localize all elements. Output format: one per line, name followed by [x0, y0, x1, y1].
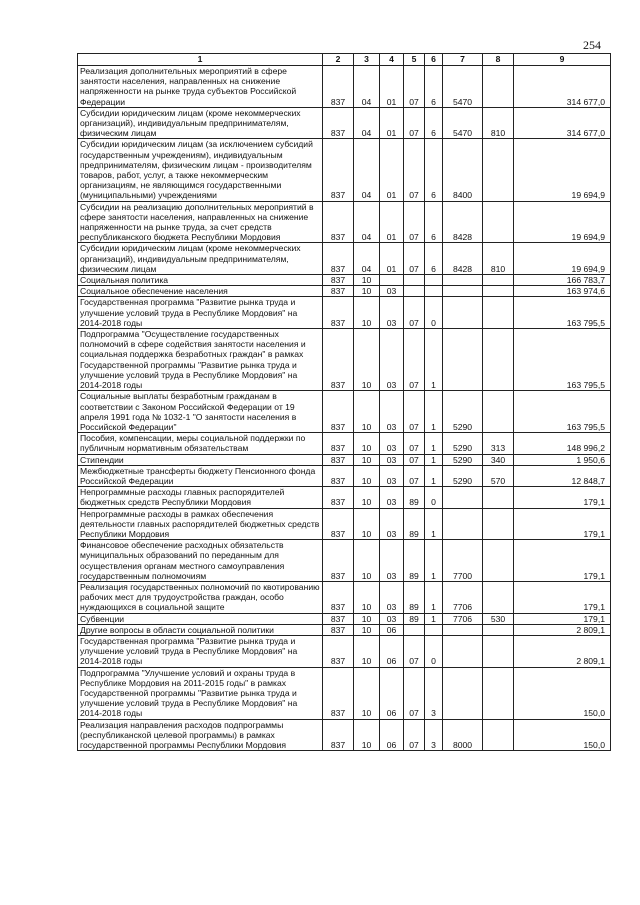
expense-type-cell — [483, 635, 514, 667]
section-code-cell: 10 — [354, 433, 380, 454]
header-cell: 1 — [78, 54, 323, 66]
admin-code-cell: 837 — [323, 243, 354, 275]
subprogram-code-cell: 6 — [425, 139, 443, 201]
section-code-cell: 10 — [354, 329, 380, 391]
program-code-cell: 07 — [404, 139, 425, 201]
direction-code-cell: 7706 — [443, 613, 483, 624]
admin-code-cell: 837 — [323, 107, 354, 139]
subprogram-code-cell: 1 — [425, 391, 443, 433]
expense-type-cell — [483, 508, 514, 540]
direction-code-cell: 5470 — [443, 107, 483, 139]
header-cell: 5 — [404, 54, 425, 66]
table-row — [78, 275, 611, 286]
table-row — [78, 286, 611, 297]
budget-table — [77, 53, 611, 751]
amount-cell: 179,1 — [514, 613, 611, 624]
section-code-cell: 10 — [354, 635, 380, 667]
subprogram-code-cell: 0 — [425, 297, 443, 329]
row-name-cell: Финансовое обеспечение расходных обязательств муниципальных образований по переданным для осуществления органам местного самоуправления государственным полномочиям — [78, 540, 323, 582]
admin-code-cell: 837 — [323, 613, 354, 624]
subsection-code-cell: 03 — [380, 297, 404, 329]
expense-type-cell — [483, 540, 514, 582]
subprogram-code-cell: 6 — [425, 201, 443, 243]
program-code-cell: 89 — [404, 508, 425, 540]
table-row — [78, 508, 611, 540]
expense-type-cell: 570 — [483, 465, 514, 486]
expense-type-cell: 530 — [483, 613, 514, 624]
subsection-code-cell: 03 — [380, 286, 404, 297]
admin-code-cell: 837 — [323, 286, 354, 297]
subsection-code-cell: 03 — [380, 465, 404, 486]
direction-code-cell — [443, 624, 483, 635]
expense-type-cell: 810 — [483, 243, 514, 275]
header-cell: 8 — [483, 54, 514, 66]
admin-code-cell: 837 — [323, 487, 354, 508]
row-name-cell: Другие вопросы в области социальной политики — [78, 624, 323, 635]
admin-code-cell: 837 — [323, 329, 354, 391]
table-row — [78, 454, 611, 465]
expense-type-cell — [483, 667, 514, 719]
section-code-cell: 10 — [354, 540, 380, 582]
subsection-code-cell: 06 — [380, 719, 404, 751]
admin-code-cell: 837 — [323, 635, 354, 667]
direction-code-cell: 5290 — [443, 391, 483, 433]
row-name-cell: Реализация государственных полномочий по квотированию рабочих мест для трудоустройства граждан, особо нуждающихся в социальной защите — [78, 581, 323, 613]
row-name-cell: Субсидии юридическим лицам (за исключением субсидий государственным учреждениям), индивидуальным предпринимателям, физическим лицам - производителям товаров, работ, услуг, а также некоммерческим организациям, не являющимся государственными (муниципальными) учреждениями — [78, 139, 323, 201]
amount-cell: 179,1 — [514, 540, 611, 582]
table-row — [78, 540, 611, 582]
amount-cell: 179,1 — [514, 508, 611, 540]
program-code-cell: 07 — [404, 329, 425, 391]
amount-cell: 179,1 — [514, 581, 611, 613]
row-name-cell: Субсидии на реализацию дополнительных мероприятий в сфере занятости населения, направленных на снижение напряженности на рынке труда, за счет средств республиканского бюджета Республики Мордовия — [78, 201, 323, 243]
subprogram-code-cell: 1 — [425, 540, 443, 582]
amount-cell: 163 795,5 — [514, 297, 611, 329]
subprogram-code-cell — [425, 624, 443, 635]
direction-code-cell — [443, 635, 483, 667]
amount-cell: 163 795,5 — [514, 329, 611, 391]
program-code-cell — [404, 275, 425, 286]
row-name-cell: Непрограммные расходы главных распорядителей бюджетных средств Республики Мордовия — [78, 487, 323, 508]
direction-code-cell: 8428 — [443, 243, 483, 275]
header-cell: 9 — [514, 54, 611, 66]
amount-cell: 150,0 — [514, 667, 611, 719]
subprogram-code-cell: 6 — [425, 66, 443, 108]
subsection-code-cell: 03 — [380, 581, 404, 613]
program-code-cell: 07 — [404, 107, 425, 139]
admin-code-cell: 837 — [323, 391, 354, 433]
subprogram-code-cell: 3 — [425, 719, 443, 751]
subprogram-code-cell: 0 — [425, 635, 443, 667]
row-name-cell: Социальное обеспечение населения — [78, 286, 323, 297]
subsection-code-cell: 01 — [380, 139, 404, 201]
amount-cell: 179,1 — [514, 487, 611, 508]
admin-code-cell: 837 — [323, 297, 354, 329]
direction-code-cell: 5290 — [443, 433, 483, 454]
table-header-row — [78, 54, 611, 66]
direction-code-cell: 5290 — [443, 465, 483, 486]
section-code-cell: 10 — [354, 508, 380, 540]
amount-cell: 19 694,9 — [514, 139, 611, 201]
expense-type-cell — [483, 624, 514, 635]
section-code-cell: 04 — [354, 107, 380, 139]
expense-type-cell — [483, 297, 514, 329]
admin-code-cell: 837 — [323, 581, 354, 613]
header-cell: 7 — [443, 54, 483, 66]
subprogram-code-cell: 1 — [425, 508, 443, 540]
direction-code-cell — [443, 508, 483, 540]
amount-cell: 12 848,7 — [514, 465, 611, 486]
section-code-cell: 10 — [354, 465, 380, 486]
table-row — [78, 613, 611, 624]
subsection-code-cell: 03 — [380, 508, 404, 540]
row-name-cell: Государственная программа "Развитие рынка труда и улучшение условий труда в Республике Мордовия" на 2014-2018 годы — [78, 635, 323, 667]
program-code-cell: 07 — [404, 433, 425, 454]
table-row — [78, 667, 611, 719]
subsection-code-cell: 03 — [380, 391, 404, 433]
table-row — [78, 624, 611, 635]
row-name-cell: Подпрограмма "Улучшение условий и охраны труда в Республике Мордовия на 2011-2015 годы" в рамках Государственной программы "Развитие рынка труда и улучшение условий труда в Республике Мордовия" на 2014-2018 годы — [78, 667, 323, 719]
section-code-cell: 10 — [354, 391, 380, 433]
admin-code-cell: 837 — [323, 433, 354, 454]
header-cell: 3 — [354, 54, 380, 66]
admin-code-cell: 837 — [323, 465, 354, 486]
table-row — [78, 581, 611, 613]
expense-type-cell — [483, 487, 514, 508]
row-name-cell: Реализация дополнительных мероприятий в сфере занятости населения, направленных на снижение напряженности на рынке труда субъектов Российской Федерации — [78, 66, 323, 108]
admin-code-cell: 837 — [323, 139, 354, 201]
expense-type-cell — [483, 139, 514, 201]
direction-code-cell — [443, 487, 483, 508]
section-code-cell: 04 — [354, 243, 380, 275]
program-code-cell — [404, 286, 425, 297]
admin-code-cell: 837 — [323, 719, 354, 751]
table-row — [78, 329, 611, 391]
section-code-cell: 10 — [354, 297, 380, 329]
subprogram-code-cell — [425, 275, 443, 286]
table-row — [78, 297, 611, 329]
program-code-cell: 07 — [404, 635, 425, 667]
row-name-cell: Социальные выплаты безработным гражданам в соответствии с Законом Российской Федерации от 19 апреля 1991 года № 1032-1 "О занятости населения в Российской Федерации" — [78, 391, 323, 433]
subsection-code-cell: 01 — [380, 107, 404, 139]
section-code-cell: 10 — [354, 667, 380, 719]
subprogram-code-cell: 6 — [425, 107, 443, 139]
direction-code-cell — [443, 297, 483, 329]
subsection-code-cell: 03 — [380, 329, 404, 391]
section-code-cell: 10 — [354, 275, 380, 286]
amount-cell: 314 677,0 — [514, 66, 611, 108]
section-code-cell: 04 — [354, 201, 380, 243]
subprogram-code-cell: 1 — [425, 454, 443, 465]
direction-code-cell: 5290 — [443, 454, 483, 465]
subsection-code-cell: 03 — [380, 613, 404, 624]
expense-type-cell — [483, 581, 514, 613]
header-cell: 6 — [425, 54, 443, 66]
expense-type-cell — [483, 66, 514, 108]
admin-code-cell: 837 — [323, 201, 354, 243]
subsection-code-cell: 06 — [380, 624, 404, 635]
table-row — [78, 433, 611, 454]
section-code-cell: 10 — [354, 286, 380, 297]
admin-code-cell: 837 — [323, 540, 354, 582]
amount-cell: 2 809,1 — [514, 624, 611, 635]
amount-cell: 1 950,6 — [514, 454, 611, 465]
expense-type-cell: 340 — [483, 454, 514, 465]
expense-type-cell — [483, 201, 514, 243]
row-name-cell: Социальная политика — [78, 275, 323, 286]
subprogram-code-cell: 1 — [425, 433, 443, 454]
amount-cell: 166 783,7 — [514, 275, 611, 286]
program-code-cell: 07 — [404, 391, 425, 433]
row-name-cell: Пособия, компенсации, меры социальной поддержки по публичным нормативным обязательствам — [78, 433, 323, 454]
program-code-cell: 07 — [404, 297, 425, 329]
table-row — [78, 487, 611, 508]
program-code-cell: 07 — [404, 66, 425, 108]
subsection-code-cell: 03 — [380, 433, 404, 454]
admin-code-cell: 837 — [323, 275, 354, 286]
direction-code-cell: 8000 — [443, 719, 483, 751]
header-cell: 4 — [380, 54, 404, 66]
section-code-cell: 04 — [354, 66, 380, 108]
subprogram-code-cell: 1 — [425, 613, 443, 624]
subsection-code-cell — [380, 275, 404, 286]
section-code-cell: 10 — [354, 581, 380, 613]
program-code-cell: 07 — [404, 243, 425, 275]
table-body — [78, 66, 611, 751]
program-code-cell: 89 — [404, 487, 425, 508]
amount-cell: 150,0 — [514, 719, 611, 751]
direction-code-cell — [443, 329, 483, 391]
program-code-cell: 89 — [404, 613, 425, 624]
row-name-cell: Субсидии юридическим лицам (кроме некоммерческих организаций), индивидуальным предпринимателям, физическим лицам — [78, 107, 323, 139]
expense-type-cell: 313 — [483, 433, 514, 454]
amount-cell: 163 795,5 — [514, 391, 611, 433]
direction-code-cell: 5470 — [443, 66, 483, 108]
subsection-code-cell: 03 — [380, 487, 404, 508]
subprogram-code-cell: 6 — [425, 243, 443, 275]
expense-type-cell: 810 — [483, 107, 514, 139]
row-name-cell: Межбюджетные трансферты бюджету Пенсионного фонда Российской Федерации — [78, 465, 323, 486]
subsection-code-cell: 03 — [380, 540, 404, 582]
admin-code-cell: 837 — [323, 667, 354, 719]
section-code-cell: 10 — [354, 454, 380, 465]
table-row — [78, 465, 611, 486]
table-row — [78, 66, 611, 108]
table-row — [78, 243, 611, 275]
amount-cell: 148 996,2 — [514, 433, 611, 454]
program-code-cell: 07 — [404, 667, 425, 719]
admin-code-cell: 837 — [323, 66, 354, 108]
subprogram-code-cell: 1 — [425, 465, 443, 486]
subprogram-code-cell: 1 — [425, 329, 443, 391]
amount-cell: 2 809,1 — [514, 635, 611, 667]
table-row — [78, 391, 611, 433]
row-name-cell: Субсидии юридическим лицам (кроме некоммерческих организаций), индивидуальным предпринимателям, физическим лицам — [78, 243, 323, 275]
program-code-cell: 07 — [404, 719, 425, 751]
section-code-cell: 10 — [354, 719, 380, 751]
section-code-cell: 10 — [354, 487, 380, 508]
admin-code-cell: 837 — [323, 508, 354, 540]
admin-code-cell: 837 — [323, 624, 354, 635]
expense-type-cell — [483, 391, 514, 433]
table-row — [78, 107, 611, 139]
subsection-code-cell: 06 — [380, 635, 404, 667]
row-name-cell: Непрограммные расходы в рамках обеспечения деятельности главных распорядителей бюджетных средств Республики Мордовия — [78, 508, 323, 540]
direction-code-cell: 7706 — [443, 581, 483, 613]
program-code-cell: 07 — [404, 465, 425, 486]
amount-cell: 19 694,9 — [514, 243, 611, 275]
subprogram-code-cell: 1 — [425, 581, 443, 613]
section-code-cell: 10 — [354, 613, 380, 624]
expense-type-cell — [483, 275, 514, 286]
section-code-cell: 10 — [354, 624, 380, 635]
direction-code-cell — [443, 275, 483, 286]
row-name-cell: Реализация направления расходов подпрограммы (республиканской целевой программы) в рамках государственной программы Республики Мордовия — [78, 719, 323, 751]
section-code-cell: 04 — [354, 139, 380, 201]
program-code-cell: 89 — [404, 581, 425, 613]
table-row — [78, 139, 611, 201]
program-code-cell: 07 — [404, 454, 425, 465]
amount-cell: 163 974,6 — [514, 286, 611, 297]
expense-type-cell — [483, 329, 514, 391]
subsection-code-cell: 06 — [380, 667, 404, 719]
table-row — [78, 201, 611, 243]
subsection-code-cell: 01 — [380, 201, 404, 243]
row-name-cell: Государственная программа "Развитие рынка труда и улучшение условий труда в Республике Мордовия" на 2014-2018 годы — [78, 297, 323, 329]
admin-code-cell: 837 — [323, 454, 354, 465]
program-code-cell: 89 — [404, 540, 425, 582]
expense-type-cell — [483, 719, 514, 751]
expense-type-cell — [483, 286, 514, 297]
row-name-cell: Стипендии — [78, 454, 323, 465]
direction-code-cell: 8428 — [443, 201, 483, 243]
subsection-code-cell: 01 — [380, 66, 404, 108]
subprogram-code-cell: 0 — [425, 487, 443, 508]
table-row — [78, 635, 611, 667]
program-code-cell: 07 — [404, 201, 425, 243]
amount-cell: 314 677,0 — [514, 107, 611, 139]
direction-code-cell — [443, 286, 483, 297]
page-number: 254 — [583, 38, 601, 52]
header-cell: 2 — [323, 54, 354, 66]
program-code-cell — [404, 624, 425, 635]
row-name-cell: Подпрограмма "Осуществление государственных полномочий в сфере содействия занятости населения и социальная поддержка безработных граждан" в рамках Государственной программы "Развитие рынка труда и улучшение условий труда в Республике Мордовия" на 2014-2018 годы — [78, 329, 323, 391]
subsection-code-cell: 01 — [380, 243, 404, 275]
direction-code-cell — [443, 667, 483, 719]
table-row — [78, 719, 611, 751]
direction-code-cell: 8400 — [443, 139, 483, 201]
direction-code-cell: 7700 — [443, 540, 483, 582]
amount-cell: 19 694,9 — [514, 201, 611, 243]
subprogram-code-cell: 3 — [425, 667, 443, 719]
row-name-cell: Субвенции — [78, 613, 323, 624]
subsection-code-cell: 03 — [380, 454, 404, 465]
subprogram-code-cell — [425, 286, 443, 297]
